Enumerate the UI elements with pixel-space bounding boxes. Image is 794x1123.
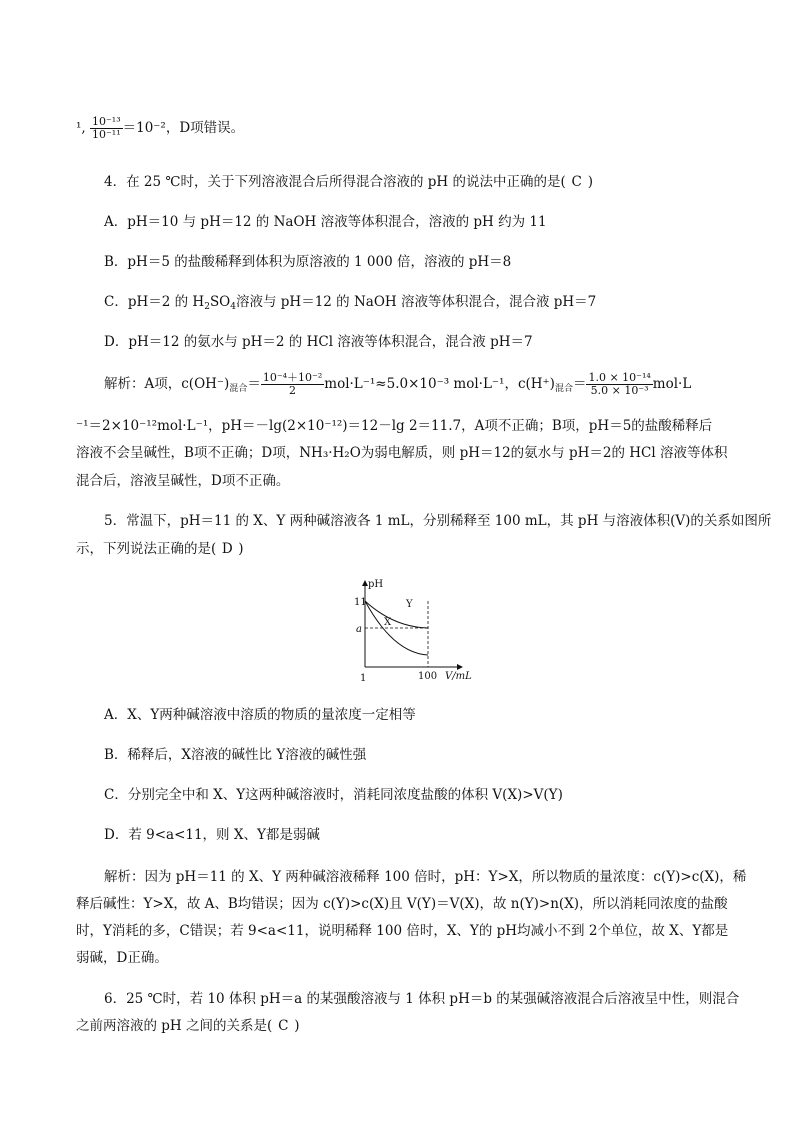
x-tick-100: 100 — [418, 671, 438, 682]
fraction: $\frac{\text{10⁻⁴＋10⁻²}}{2}$ — [262, 371, 323, 397]
y-tick-a: a — [356, 624, 362, 635]
prefix: ¹, — [76, 120, 86, 136]
q5-answer: D — [221, 541, 233, 557]
q5-solution-line1: 解析：因为 pH＝11 的 X、Y 两种碱溶液稀释 100 倍时，pH：Y>X，所以物质的量浓度：c(Y)>c(X)，稀 — [104, 869, 747, 885]
q5-solution-line2: 释后碱性：Y>X，故 A、B均错误；因为 c(Y)>c(X)且 V(Y)＝V(X)，故 n(Y)>n(X)，所以消耗同浓度的盐酸 — [76, 896, 728, 912]
q6-stem-line1: 6．25 ℃时，若 10 体积 pH＝a 的某强酸溶液与 1 体积 pH＝b 的某强碱溶液混合后溶液呈中性，则混合 — [104, 991, 740, 1007]
q5-solution-line4: 弱碱，D正确。 — [76, 950, 168, 966]
y-axis-label: pH — [368, 579, 384, 590]
x-axis-label: V/mL — [445, 671, 472, 682]
q4-option-d: D．pH＝12 的氨水与 pH＝2 的 HCl 溶液等体积混合，混合液 pH＝7 — [104, 334, 533, 350]
prev-answer-fragment: ¹, $\frac{\text{10⁻¹³}}{\text{10⁻¹¹}}$ ＝10⁻²，D项错误。 — [76, 115, 245, 141]
q4-option-b: B．pH＝5 的盐酸稀释到体积为原溶液的 1 000 倍，溶液的 pH＝8 — [104, 254, 512, 270]
q5-option-d: D．若 9<a<11，则 X、Y都是弱碱 — [104, 827, 320, 843]
series-label-y: Y — [406, 599, 413, 610]
q5-option-c: C．分别完全中和 X、Y这两种碱溶液时，消耗同浓度盐酸的体积 V(X)>V(Y) — [104, 787, 563, 803]
q4-solution-line2: ⁻¹＝2×10⁻¹²mol·L⁻¹，pH＝－lg(2×10⁻¹²)＝12－lg 2＝11.7，A项不正确；B项，pH＝5的盐酸稀释后 — [76, 418, 713, 434]
q4-solution-line4: 混合后，溶液呈碱性，D项不正确。 — [76, 473, 290, 489]
q6-answer: C — [278, 1018, 289, 1034]
y-tick-11: 11 — [354, 597, 367, 608]
q5-solution-line3: 时，Y消耗的多，C错误；若 9<a<11，说明稀释 100 倍时，X、Y的 pH均减小不到 2个单位，故 X、Y都是 — [76, 923, 729, 939]
q4-solution-line1: 解析：A项，$c(OH^-)_{混合}=$ $\frac{\text{10⁻⁴＋10⁻²}}{2}$ mol·L⁻¹≈5.0×10⁻³ mol·L⁻¹，$c(H^+)_{混合}=$ $\frac{\text{1.0 × 10⁻¹⁴}}{\text{5.0 × 10⁻³}}$ mol·L — [104, 371, 692, 397]
q6-stem-line2: 之前两溶液的 pH 之间的关系是( C ) — [76, 1018, 300, 1034]
q4-solution-line3: 溶液不会呈碱性，B项不正确；D项，NH₃·H₂O为弱电解质，则 pH＝12的氨水与 pH＝2的 HCl 溶液等体积 — [76, 445, 728, 461]
series-curve-y — [365, 601, 428, 628]
fraction: $\frac{\text{1.0 × 10⁻¹⁴}}{\text{5.0 × 10⁻³}}$ — [588, 371, 651, 397]
x-tick-1: 1 — [360, 673, 367, 684]
q5-option-a: A．X、Y两种碱溶液中溶质的物质的量浓度一定相等 — [104, 707, 416, 723]
fraction: $\frac{\text{10⁻¹³}}{\text{10⁻¹¹}}$ — [92, 115, 121, 141]
q4-answer: C — [571, 174, 582, 190]
ph-volume-chart — [340, 575, 475, 685]
q5-stem-line2: 示，下列说法正确的是( D ) — [76, 541, 244, 557]
q4-stem: 4．在 25 ℃时，关于下列溶液混合后所得混合溶液的 pH 的说法中正确的是( C ) — [104, 174, 593, 190]
q5-option-b: B．稀释后，X溶液的碱性比 Y溶液的碱性强 — [104, 747, 367, 763]
series-label-x: X — [384, 617, 392, 628]
q4-option-a: A．pH＝10 与 pH＝12 的 NaOH 溶液等体积混合，溶液的 pH 约为 11 — [104, 214, 547, 230]
q5-stem-line1: 5．常温下，pH＝11 的 X、Y 两种碱溶液各 1 mL，分别稀释至 100 mL，其 pH 与溶液体积(V)的关系如图所 — [104, 513, 772, 529]
q4-option-c: C．pH＝2 的 $H_2SO_4$溶液与 pH＝12 的 NaOH 溶液等体积混合，混合液 pH＝7 — [104, 294, 597, 312]
